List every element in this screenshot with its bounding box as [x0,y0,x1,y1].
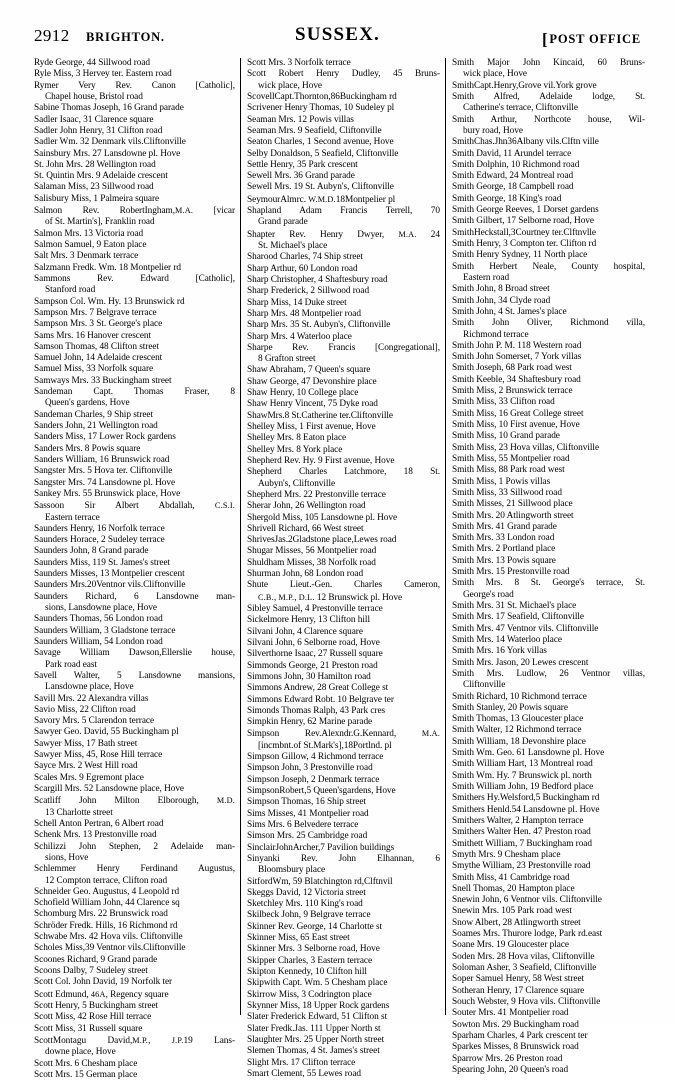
directory-entry: Salzmann Fredk. Wm. 18 Montpelier rd [34,262,182,273]
directory-entry: SmithHeckstall,3Courtney ter.Clftnvlle [452,227,596,238]
directory-entry: Sangster Mrs. 74 Lansdowne pl. Hove [34,477,176,488]
directory-entry: Shuldham Misses, 38 Norfolk road [247,557,376,568]
directory-entry: Saunders Henry, 16 Norfolk terrace [34,523,165,534]
directory-entry-continuation: of St. Martin's], Franklin road [45,217,155,228]
directory-entry: Ryde George, 44 Sillwood road [34,58,151,68]
directory-entry-continuation: Park road east [45,659,97,670]
directory-entry: Simpson Thomas, 16 Ship street [247,797,366,808]
section-label: POST OFFICE [549,32,641,46]
directory-entry: Smith Mrs. 8 St. George's terrace, St. [452,578,645,589]
directory-entry: Silvani John, 4 Clarence square [247,626,363,637]
directory-entry: Salaman Miss, 23 Sillwood road [34,182,154,193]
directory-entry-continuation: Richmond terrace [463,329,529,340]
directory-entry: Soames Mrs. Thurore lodge, Park rd.east [452,929,603,940]
directory-entry: Salmon Mrs. 13 Victoria road [34,228,144,239]
directory-entry: Sparrow Mrs. 26 Preston road [452,1053,563,1064]
directory-entry: Sawyer Miss, 45, Rose Hill terrace [34,750,163,761]
directory-entry: Seaton Charles, 1 Second avenue, Hove [247,137,394,148]
directory-entry: Smith Miss, 10 Grand parade [452,431,560,442]
directory-entry: Snewin John, 6 Ventnor vils. Cliftonville [452,895,602,906]
directory-entry: Skeggs David, 12 Victoria street [247,887,366,898]
directory-entry: Shapter Rev. Henry Dwyer, M.A. 24 [247,229,440,240]
directory-entry: Saunders Horace, 2 Sudeley terrace [34,535,165,546]
directory-entry: Schneider Geo. Augustus, 4 Leopold rd [34,886,180,897]
directory-entry: Sadler Wm. 32 Denmark vils.Cliftonville [34,137,186,148]
directory-entry: Smith Miss, 33 Clifton road [452,397,555,408]
directory-entry: Simpson Joseph, 2 Denmark terrace [247,774,380,785]
directory-entry: Souch Webster, 9 Hova vils. Cliftonville [452,996,601,1007]
directory-entry: Spearing John, 20 Queen's road [452,1064,569,1075]
directory-entry: Smith Thomas, 13 Gloucester place [452,714,584,725]
directory-entry: Sanders William, 16 Brunswick road [34,454,170,465]
directory-entry: Scholes Miss,39 Ventnor vils.Cliftonville [34,943,186,954]
directory-entry: Savell Walter, 5 Lansdowne mansions, [34,670,235,681]
directory-entry: Shute Lieut.-Gen. Charles Cameron, [247,580,440,591]
directory-entry: Shelley Mrs. 8 Eaton place [247,433,347,444]
directory-entry: Smith John, 8 Broad street [452,284,550,295]
directory-entry: SeymourAlmrc. W.M.D.18Montpelier pl [247,194,396,205]
directory-entry: Sharood Charles, 74 Ship street [247,252,363,263]
running-head [34,0,641,49]
directory-entry: Smith Misses, 21 Sillwood place [452,499,573,510]
directory-entry: Samuel John, 14 Adelaide crescent [34,353,163,364]
directory-entry: Scales Mrs. 9 Egremont place [34,772,144,783]
directory-entry-continuation: 13 Charlotte street [45,807,113,818]
directory-entry: Sharp Frederick, 2 Sillwood road [247,286,370,297]
directory-entry-continuation: Stanford road [45,285,96,296]
directory-entry: Simmons Edward Robt. 10 Belgrave ter [247,694,394,705]
directory-entry: Smith Henry Sydney, 11 North place [452,250,588,261]
directory-entry: Schlemmer Henry Ferdinand Augustus, [34,864,235,875]
directory-entry: Sanders John, 21 Wellington road [34,421,158,431]
directory-entry-continuation: Eastern road [463,272,510,283]
directory-entry: Skirrow Miss, 3 Codrington place [247,989,372,1000]
directory-entry: Soloman Asher, 3 Seafield, Cliftonville [452,963,597,973]
directory-entry: Seaman Mrs. 12 Powis villas [247,114,354,125]
directory-entry: Skynner Miss, 18 Upper Rock gardens [247,1000,390,1011]
directory-entry: Slater Fredk.Jas. 111 Upper North st [247,1023,381,1034]
directory-entry-continuation: [incmbnt.of St.Mark's],18Portlnd. pl [258,740,392,751]
directory-entry: Sadler John Henry, 31 Clifton road [34,125,163,136]
directory-entry-continuation: Aubyn's, Cliftonville [258,478,336,489]
directory-entry: Smith Henry, 3 Compton ter. Clifton rd [452,239,597,249]
directory-entry: Sawyer Geo. David, 55 Buckingham pl [34,727,179,738]
directory-entry: Smith William, 18 Devonshire place [452,736,586,747]
directory-entry: Smythe William, 23 Prestonville road [452,861,591,872]
directory-entry: Smith Edward, 24 Montreal road [452,171,574,182]
directory-entry: Shapland Adam Francis Terrell, 70 [247,206,440,217]
directory-entry: Saunders Miss, 119 St. James's street [34,557,171,568]
directory-entry: Saunders Misses, 13 Montpelier crescent [34,569,185,580]
directory-entry: Scott Miss, 42 Rose Hill terrace [34,1012,152,1023]
directory-entry: Sowton Mrs. 29 Buckingham road [452,1019,579,1030]
directory-entry: Smith Miss, 41 Cambridge road [452,872,570,883]
directory-entry: Simmons Andrew, 28 Great College st [247,683,389,694]
directory-entry: Sampson Mrs. 3 St. George's place [34,319,163,330]
directory-entry: Scoons Dalby, 7 Sudeley street [34,966,148,976]
directory-entry: Smith George, 18 King's road [452,193,562,204]
directory-entry: Snewin Mrs. 105 Park road west [452,906,572,917]
directory-column-2 [240,58,445,1079]
directory-entry-continuation: 8 Grafton street [258,354,316,365]
directory-entry: Saunders William, 54 London road [34,636,163,647]
directory-entry: SitfordWm, 59 Blatchington rd,Clftnvil [247,876,393,887]
running-head-section [542,30,641,50]
directory-entry: Smith Mrs. Ludlow, 26 Ventnor villas, [452,668,645,679]
directory-entry: Schilizzi John Stephen, 2 Adelaide man- [34,841,235,852]
directory-entry: Smith Mrs. 17 Seafield, Cliftonville [452,612,584,623]
directory-entry: Scott Mrs. 3 Norfolk terrace [247,58,351,68]
directory-entry: Smith William John, 19 Bedford place [452,782,594,792]
directory-entry: Smith George Reeves, 1 Dorset gardens [452,205,599,216]
directory-entry: Sickelmore Henry, 13 Clifton hill [247,615,370,626]
directory-entry: Shaw Abraham, 7 Queen's square [247,365,371,376]
directory-entry-continuation: sions, Lansdowne place, Hove [45,603,157,613]
directory-entry: Smithers Hy.Welsford,5 Buckingham rd [452,793,600,804]
directory-entry: Scott Col. John David, 19 Norfolk ter [34,977,173,988]
directory-entry: Skilbeck John, 9 Belgrave terrace [247,910,371,921]
directory-entry: Sayce Mrs. 2 West Hill road [34,761,138,772]
directory-entry-continuation: bury road, Hove [463,125,523,136]
directory-entry: Simmonds George, 21 Preston road [247,660,378,671]
directory-entry: St. Quintin Mrs. 9 Adelaide crescent [34,171,168,182]
directory-entry: Sims Misses, 41 Montpelier road [247,808,369,819]
directory-entry: Souter Mrs. 41 Montpelier road [452,1008,569,1019]
directory-entry: Smith John Somerset, 7 York villas [452,352,582,363]
directory-entry: Scrivener Henry Thomas, 10 Sudeley pl [247,103,395,114]
directory-entry: Savory Mrs. 5 Clarendon terrace [34,716,155,727]
directory-entry: Salmon Rev. RobertIngham,M.A. [vicar [34,206,235,217]
directory-entry: Savill Mrs. 22 Alexandra villas [34,693,149,704]
directory-entry: ShawMrs.8 St.Catherine ter.Cliftonville [247,410,394,421]
directory-entry: Schenk Mrs. 13 Prestonville road [34,830,157,841]
directory-entry: SinclairJohnArcher,7 Pavilion buildings [247,842,395,853]
directory-entry: Smith Mrs. Jason, 20 Lewes crescent [452,657,589,668]
directory-entry: Sharp Mrs. 4 Waterloo place [247,331,352,342]
directory-entry: ScovellCapt.Thornton,86Buckingham rd [247,91,397,102]
directory-entry: Sparkes Misses, 8 Brunswick road [452,1042,579,1053]
directory-entry: Slemen Thomas, 4 St. James's street [247,1046,380,1057]
directory-entry: Simpkin Henry, 62 Marine parade [247,717,373,728]
directory-entry: Smith Mrs. 2 Portland place [452,544,556,555]
directory-entry: Smith David, 11 Arundel terrace [452,148,572,159]
directory-entry: Sampson Mrs. 7 Belgrave terrace [34,307,157,318]
directory-entry: Scatliff John Milton Elborough, M.D. [34,796,235,807]
directory-entry: Shepherd Rev. Hy. 9 First avenue, Hove [247,455,395,466]
directory-entry: Smith Miss, 88 Park road west [452,465,565,476]
directory-entry: Skipper Charles, 3 Eastern terrace [247,955,373,966]
directory-column-3 [445,58,645,1075]
directory-entry: Slater Frederick Edward, 51 Clifton st [247,1012,388,1023]
directory-entry: Shepherd Charles Latchmore, 18 St. [247,467,440,478]
directory-entry: SmithCapt.Henry,Grove vil.York grove [452,80,597,91]
running-head-place: BRIGHTON. [86,30,165,44]
directory-entry: Skinner Rev. George, 14 Charlotte st [247,921,383,932]
directory-entry: Simpson John, 3 Prestonville road [247,763,373,774]
directory-entry: Sabine Thomas Joseph, 16 Grand parade [34,103,184,114]
directory-entry: Shepherd Mrs. 22 Prestonville terrace [247,489,386,500]
directory-entry-continuation: George's road [463,589,514,600]
directory-entry-continuation: Queen's gardens, Hove [45,398,130,409]
directory-entry: Schofield William John, 44 Clarence sq [34,898,180,909]
directory-entry: Seaman Mrs. 9 Seafield, Cliftonville [247,125,382,136]
directory-entry: Shugar Misses, 56 Montpelier road [247,546,377,557]
directory-entry: Sharp Mrs. 48 Montpelier road [247,308,361,319]
directory-entry: Skipton Kennedy, 10 Clifton hill [247,967,367,977]
directory-entry: Schomburg Mrs. 22 Brunswick road [34,909,168,920]
directory-entry: Savio Miss, 22 Clifton road [34,704,136,715]
directory-entry-continuation: St. Michael's place [258,241,328,251]
directory-entry: Sainsbury Mrs. 27 Lansdowne pl. Hove [34,148,181,159]
directory-entry: Sandeman Charles, 9 Ship street [34,409,154,420]
directory-entry: Smith Herbert Neale, County hospital, [452,261,645,272]
directory-entry: Shelley Miss, 1 First avenue, Hove [247,422,376,432]
directory-entry: Sams Mrs. 16 Hanover crescent [34,330,152,341]
directory-entry: Scott Mrs. 6 Chesham place [34,1058,138,1069]
directory-entry: Smith Dolphin, 10 Richmond road [452,159,580,170]
directory-entry: Samson Thomas, 48 Clifton street [34,341,160,352]
directory-entry: Scott Robert Henry Dudley, 45 Bruns- [247,69,440,80]
directory-entry: Sharp Arthur, 60 London road [247,263,358,274]
directory-entry: Smith Miss, 16 Great College street [452,408,584,419]
directory-entry: Smith Mrs. 15 Prestonville road [452,567,570,578]
directory-entry: St. John Mrs. 28 Wellington road [34,159,156,170]
directory-entry: Shaw Henry, 10 College place [247,388,359,399]
directory-entry: Smith Richard, 10 Richmond terrace [452,691,587,702]
directory-entry: Samuel Miss, 33 Norfolk square [34,364,154,375]
directory-entry: Snow Albert, 28 Atlingworth street [452,917,581,928]
directory-entry: Shelley Mrs. 8 York place [247,444,343,455]
directory-entry: Savage William Dawson,Ellerslie house, [34,648,235,659]
directory-entry: Selby Donaldson, 5 Seafield, Cliftonville [247,148,399,159]
directory-entry: Shaw Henry Vincent, 75 Dyke road [247,399,378,410]
directory-entry: Simonds Thomas Ralph, 43 Park cres [247,705,386,716]
directory-entry-continuation: downe place, Hove [45,1047,116,1058]
directory-entry: Smith Keeble, 34 Shaftesbury road [452,374,581,385]
directory-entry: Scott Henry, 5 Buckingham street [34,1000,159,1011]
directory-entry: Smithers Walter Hen. 47 Preston road [452,827,591,838]
directory-entry: Smith William Hart, 13 Montreal road [452,759,593,770]
directory-entry: Sharp Mrs. 35 St. Aubyn's, Cliftonville [247,320,391,331]
directory-entry: Sawyer Miss, 17 Bath street [34,738,138,749]
directory-entry: Soper Samuel Henry, 58 West street [452,974,585,985]
directory-entry: Smith Miss, 23 Hova villas, Cliftonville [452,442,600,453]
directory-entry: Settle Henry, 35 Park crescent [247,159,358,170]
directory-entry: Sims Mrs. 6 Belvedere terrace [247,819,359,830]
directory-entry: SimpsonRobert,5 Queen'sgardens, Hove [247,786,396,796]
directory-entry: Skinner Miss, 65 East street [247,933,350,944]
directory-entry: Smith Walter, 12 Richmond terrace [452,725,582,736]
directory-entry: Skinner Mrs. 3 Selborne road, Hove [247,944,380,955]
directory-entry: Sharp Christopher, 4 Shaftesbury road [247,274,388,285]
directory-entry: Saunders Richard, 6 Lansdowne man- [34,591,235,602]
directory-entry: Smith Gilbert, 17 Selborne road, Hove [452,216,594,227]
directory-entry: Smith Mrs. 14 Waterloo place [452,634,562,645]
directory-entry-continuation: sions, Hove [45,852,89,863]
directory-entry: Smith Miss, 1 Powis villas [452,476,551,487]
directory-entry: Sparham Charles, 4 Park crescent ter [452,1030,588,1041]
directory-entry: Smith John, 34 Clyde road [452,295,551,306]
directory-entry: Smith Mrs. 16 York villas [452,646,547,657]
directory-entry-continuation: C.B., M.P., D.L. 12 Brunswick pl. Hove [258,592,403,603]
directory-entry: Scargill Mrs. 52 Lansdowne place, Hove [34,784,185,794]
directory-entry: ScottMontagu David,M.P., J.P.19 Lans- [34,1035,235,1046]
directory-entry: Snell Thomas, 20 Hampton place [452,883,575,894]
directory-entry: Smith John, 4 St. James's place [452,306,567,317]
directory-column-1 [34,58,240,1080]
directory-entry: Sewell Mrs. 36 Grand parade [247,171,355,182]
directory-entry: Shaw George, 47 Devonshire place [247,376,377,387]
directory-entry: ShrivesJas.2Gladstone place,Lewes road [247,535,397,546]
directory-entry: Sanders Miss, 17 Lower Rock gardens [34,432,176,443]
directory-entry: Smithers Henld.54 Lansdowne pl. Hove [452,804,600,815]
directory-entry: Scott Mrs. 15 German place [34,1069,138,1080]
directory-entry: Sandeman Capt. Thomas Fraser, 8 [34,387,235,398]
directory-entry: Sanders Mrs. 8 Powis square [34,443,141,454]
directory-entry: Slight Mrs. 17 Clifton terrace [247,1057,356,1068]
directory-columns [34,58,645,1080]
section-bracket: [ [541,30,549,49]
directory-entry: Slaughter Mrs. 25 Upper North street [247,1034,385,1045]
directory-entry: Smith Wm. Hy. 7 Brunswick pl. north [452,770,592,781]
directory-entry-continuation: Bloomsbury place [258,865,326,876]
directory-entry: Rymer Very Rev. Canon [Catholic], [34,80,235,91]
directory-entry: Smith Wm. Geo. 61 Lansdowne pl. Hove [452,748,605,759]
directory-entry: Simpson Gillow, 4 Richmond terrace [247,752,384,763]
directory-entry: Smithett William, 7 Buckingham road [452,838,592,849]
directory-entry: Smith Miss, 55 Montpelier road [452,453,570,464]
directory-entry-continuation: wick place, Hove [463,69,527,80]
directory-entry: Smith Joseph, 68 Park road west [452,363,572,374]
directory-entry: Sharpe Rev. Francis [Congregational], [247,342,440,353]
page-folio-number: 2912 [34,26,70,45]
directory-entry: Smith Mrs. 31 St. Michael's place [452,601,577,611]
directory-entry: Smith Stanley, 20 Powis square [452,702,568,713]
directory-entry: Smith John Oliver, Richmond villa, [452,318,645,329]
directory-entry: Silverthorne Isaac, 27 Russell square [247,649,383,660]
directory-entry: Smith George, 18 Campbell road [452,182,574,193]
directory-entry: Smith Mrs. 20 Atlingworth street [452,510,574,521]
directory-entry: Sewell Mrs. 19 St. Aubyn's, Cliftonville [247,182,394,193]
directory-entry-continuation: Chapel house, Bristol road [45,91,143,102]
directory-entry: Sharp Miss, 14 Duke street [247,297,347,308]
directory-entry: Sherar John, 26 Wellington road [247,501,366,512]
directory-entry: Smith Miss, 2 Brunswick terrace [452,386,573,397]
directory-entry: Salisbury Miss, 1 Palmeira square [34,193,160,204]
directory-entry: Sinyanki Rev. John Elhannan, 6 [247,853,440,864]
directory-entry-continuation: Cliftonville [463,680,506,691]
directory-entry: Sketchley Mrs. 110 King's road [247,899,363,910]
directory-entry: Smith Alfred, Adelaide lodge, St. [452,91,645,102]
directory-entry: Shergold Miss, 105 Lansdowne pl. Hove [247,512,398,523]
directory-entry: Soden Mrs. 28 Hova vilas, Cliftonville [452,951,595,962]
directory-entry-continuation: Eastern terrace [45,512,100,523]
directory-entry: SmithChas.Jhn36Albany vils.Clftn ville [452,137,599,148]
directory-entry: Smith John P. M. 118 Western road [452,340,582,351]
directory-entry: Samways Mrs. 33 Buckingham street [34,375,172,386]
directory-entry-continuation: Grand parade [258,217,308,228]
directory-entry-continuation: wick place, Hove [258,80,322,91]
directory-entry: Sotheran Henry, 17 Clarence square [452,985,585,996]
directory-entry-continuation: Lansdowne place, Hove [45,682,134,693]
directory-entry: Schröder Fredk. Hills, 16 Richmond rd [34,920,178,931]
directory-entry-continuation: 12 Compton terrace, Clifton road [45,875,168,886]
directory-entry: Skipwith Capt. Wm. 5 Chesham place [247,978,388,989]
directory-entry: Simson Mrs. 25 Cambridge road [247,831,368,842]
directory-entry: Saunders Mrs.20Ventnor vils.Cliftonville [34,580,186,591]
directory-entry: Shurman John, 68 London road [247,569,364,580]
directory-entry: Smithers Walter, 2 Hampton terrace [452,815,584,826]
directory-entry: Schell Anton Pertran, 6 Albert road [34,818,164,829]
directory-entry: Sadler Isaac, 31 Clarence square [34,114,154,125]
directory-entry: Saunders William, 3 Gladstone terrace [34,625,176,636]
directory-entry: Simmons John, 30 Hamilton road [247,671,371,682]
directory-entry: Scott Edmund, 46A, Regency square [34,989,169,1000]
running-head-county: SUSSEX. [295,24,380,45]
directory-entry: Shrivell Richard, 66 West street [247,523,364,534]
directory-entry: Simpson Rev.Alexndr.G.Kennard, M.A. [247,729,440,740]
directory-entry: Schwabe Mrs. 42 Hova vils. Cliftonville [34,932,183,943]
directory-entry: Smith Arthur, Northcote house, Wil- [452,114,645,125]
directory-entry: Smith Mrs. 41 Grand parade [452,521,557,532]
directory-entry-continuation: Catherine's terrace, Cliftonville [463,103,578,114]
directory-entry: Scott Miss, 31 Russell square [34,1023,143,1034]
directory-entry: Sibley Samuel, 4 Prestonville terrace [247,604,383,614]
directory-entry: Sangster Mrs. 5 Hova ter. Cliftonville [34,466,173,477]
directory-entry: Smith Mrs. 13 Powis square [452,555,556,566]
directory-entry: Saunders Thomas, 56 London road [34,614,163,625]
directory-entry: Sammons Rev. Edward [Catholic], [34,273,235,284]
directory-entry: Smith Major John Kincaid, 60 Bruns- [452,58,645,68]
directory-entry: Silvani John, 6 Selborne road, Hove [247,637,380,648]
directory-entry: Smith Mrs. 33 London road [452,533,555,544]
directory-entry: Saunders John, 8 Grand parade [34,546,149,557]
directory-entry: Sassoon Sir Albert Abdallah, C.S.I. [34,501,235,512]
directory-entry: Sankey Mrs. 55 Brunswick place, Hove [34,488,181,499]
directory-entry: Salmon Samuel, 9 Eaton place [34,240,147,250]
directory-entry: Smith Miss, 33 Sillwood road [452,487,562,498]
directory-entry: Smith Mrs. 47 Ventnor vils. Cliftonville [452,623,599,634]
directory-entry: Ryle Miss, 3 Hervey ter. Eastern road [34,69,172,80]
directory-entry: Scoones Richard, 9 Grand parade [34,954,158,965]
directory-entry: Soane Mrs. 19 Gloucester place [452,940,569,951]
directory-entry: Sampson Col. Wm. Hy. 13 Brunswick rd [34,296,185,307]
directory-entry: Smith Miss, 10 First avenue, Hove [452,420,580,430]
directory-entry: Salt Mrs. 3 Denmark terrace [34,251,139,262]
directory-entry: Smyth Mrs. 9 Chesham place [452,849,561,860]
directory-entry: Smart Clement, 55 Lewes road [247,1068,362,1079]
